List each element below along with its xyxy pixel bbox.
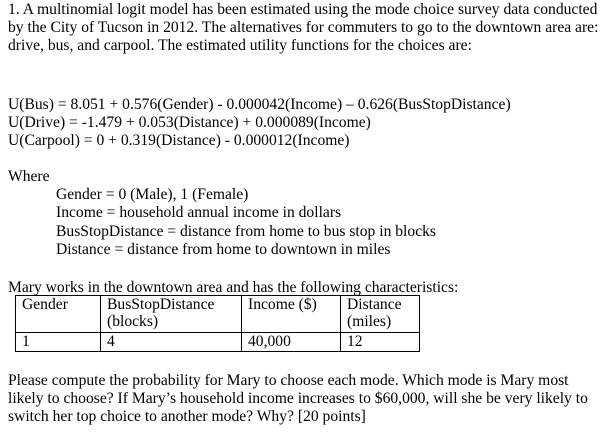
equation-bus: U(Bus) = 8.051 + 0.576(Gender) - 0.000042(Income) – 0.626(BusStopDistance) <box>8 96 511 113</box>
equation-drive: U(Drive) = -1.479 + 0.053(Distance) + 0.000089(Income) <box>8 114 371 131</box>
definition-distance: Distance = distance from home to downtown in miles <box>56 241 391 259</box>
definition-income: Income = household annual income in dollars <box>56 204 342 222</box>
value-gender: 1 <box>16 333 101 352</box>
mary-intro: Mary works in the downtown area and has the following characteristics: <box>8 279 459 296</box>
question-text: Please compute the probability for Mary to choose each mode. Which mode is Mary most likely to choose? If Mary’s household income increases to $60,000, will she be very likely to switch her top choice to another mode? Why? [20 points] <box>8 372 588 425</box>
variable-definitions <box>56 186 436 260</box>
table-header-row <box>16 296 420 333</box>
where-label: Where <box>8 168 50 185</box>
value-distance: 12 <box>341 333 420 352</box>
equation-carpool: U(Carpool) = 0 + 0.319(Distance) - 0.000012(Income) <box>8 132 350 149</box>
value-income: 40,000 <box>242 333 341 352</box>
problem-intro: 1. A multinomial logit model has been estimated using the mode choice survey data conducted by the City of Tucson in 2012. The alternatives for commuters to go to the downtown area are: drive, bus, and carpool. The estimated utility functions for the choices are: <box>8 1 599 54</box>
header-busstopdistance: BusStopDistance (blocks) <box>101 296 242 333</box>
header-distance: Distance (miles) <box>341 296 420 333</box>
definition-gender: Gender = 0 (Male), 1 (Female) <box>56 186 249 203</box>
value-busstopdistance: 4 <box>101 333 242 352</box>
characteristics-table <box>15 295 420 352</box>
definition-busstopdistance: BusStopDistance = distance from home to bus stop in blocks <box>56 222 436 240</box>
table-row <box>16 333 420 352</box>
header-income: Income ($) <box>242 296 341 333</box>
header-gender: Gender <box>16 296 101 333</box>
utility-equations <box>8 96 511 150</box>
